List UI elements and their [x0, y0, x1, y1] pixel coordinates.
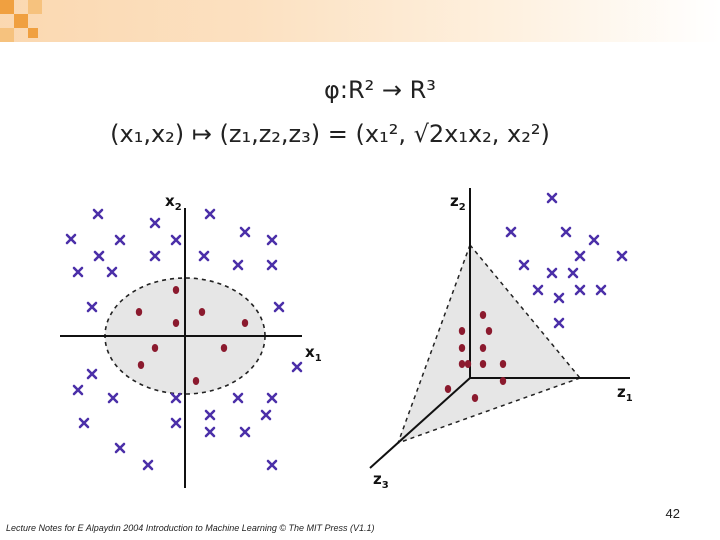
left-dot-point: [199, 308, 205, 316]
right-x-point: [507, 228, 515, 236]
formula-definition: (x₁,x₂) ↦ (z₁,z₂,z₃) = (x₁², √2x₁x₂, x₂²): [110, 120, 550, 148]
right-dot-point: [480, 360, 486, 368]
left-dot-point: [173, 286, 179, 294]
left-dot-point: [136, 308, 142, 316]
left-x-point: [109, 394, 117, 402]
left-x-point: [293, 363, 301, 371]
footer-credit: Lecture Notes for E Alpaydın 2004 Introduction to Machine Learning © The MIT Press (V1.1): [6, 523, 375, 533]
right-plot: [370, 188, 633, 491]
right-x-point: [534, 286, 542, 294]
left-x-point: [94, 210, 102, 218]
right-x-point: [555, 319, 563, 327]
left-x-point: [74, 268, 82, 276]
left-x-point: [172, 394, 180, 402]
left-x-point: [151, 219, 159, 227]
right-dot-point: [486, 327, 492, 335]
right-x-point: [562, 228, 570, 236]
left-x-point: [234, 261, 242, 269]
left-x-point: [74, 386, 82, 394]
left-x-point: [200, 252, 208, 260]
left-x-point: [151, 252, 159, 260]
right-x-point: [597, 286, 605, 294]
left-x-point: [206, 210, 214, 218]
x1-axis-label: $x_1$: [305, 343, 322, 364]
left-x-point: [268, 261, 276, 269]
right-x-points: [507, 194, 626, 327]
left-x-point: [268, 461, 276, 469]
left-x-point: [116, 236, 124, 244]
right-x-point: [520, 261, 528, 269]
right-dot-point: [472, 394, 478, 402]
right-x-point: [618, 252, 626, 260]
left-x-point: [108, 268, 116, 276]
left-x-point: [241, 428, 249, 436]
z3-axis-label: $z_3$: [373, 470, 389, 491]
left-x-point: [172, 419, 180, 427]
right-dot-point: [459, 360, 465, 368]
left-plot: [60, 192, 322, 488]
left-x-point: [67, 235, 75, 243]
left-x-point: [262, 411, 270, 419]
right-dot-point: [459, 327, 465, 335]
left-x-point: [88, 303, 96, 311]
left-dot-point: [138, 361, 144, 369]
right-dot-point: [459, 344, 465, 352]
left-dot-point: [152, 344, 158, 352]
right-dot-point: [465, 360, 471, 368]
left-x-point: [88, 370, 96, 378]
left-x-point: [234, 394, 242, 402]
left-x-point: [172, 236, 180, 244]
left-dot-point: [173, 319, 179, 327]
right-dot-point: [480, 344, 486, 352]
left-dot-point: [242, 319, 248, 327]
right-x-point: [590, 236, 598, 244]
right-x-point: [555, 294, 563, 302]
right-x-point: [548, 269, 556, 277]
right-x-point: [576, 286, 584, 294]
left-x-point: [144, 461, 152, 469]
right-dot-point: [500, 360, 506, 368]
z1-axis-label: $z_1$: [617, 383, 633, 404]
left-x-point: [241, 228, 249, 236]
right-x-point: [548, 194, 556, 202]
right-x-point: [576, 252, 584, 260]
z2-axis-label: $z_2$: [450, 192, 466, 213]
left-x-point: [80, 419, 88, 427]
right-dot-point: [445, 385, 451, 393]
left-x-point: [206, 428, 214, 436]
left-dot-point: [221, 344, 227, 352]
left-x-point: [268, 236, 276, 244]
right-dot-point: [500, 377, 506, 385]
left-dot-point: [193, 377, 199, 385]
right-x-point: [569, 269, 577, 277]
left-x-point: [275, 303, 283, 311]
formula-map: φ:R² → R³: [324, 76, 436, 104]
left-x-point: [116, 444, 124, 452]
x2-axis-label: $x_2$: [165, 192, 182, 213]
page-number: 42: [665, 506, 680, 521]
left-x-point: [206, 411, 214, 419]
left-x-point: [268, 394, 276, 402]
right-dot-point: [480, 311, 486, 319]
left-x-point: [95, 252, 103, 260]
